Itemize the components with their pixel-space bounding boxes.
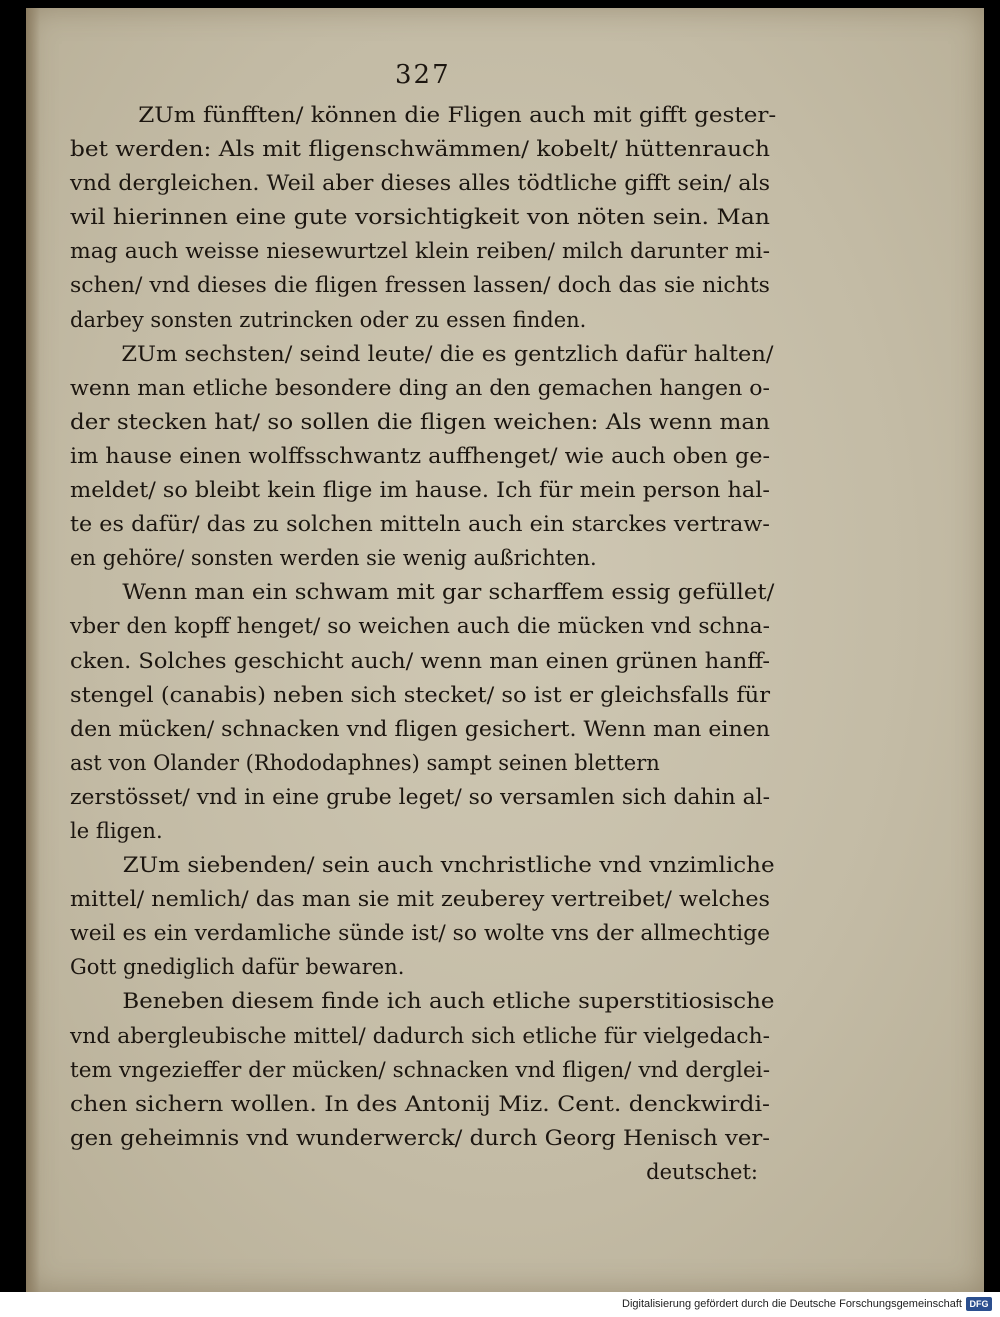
text-line: ast von Olander (Rhododaphnes) sampt seinen blettern <box>70 750 660 775</box>
text-line: mittel/ nemlich/ das man sie mit zeuberey vertreibet/ welches <box>70 887 771 912</box>
text-line: vnd dergleichen. Weil aber dieses alles tödtliche gifft sein/ als <box>70 171 771 196</box>
text-line: ZUm sechsten/ seind leute/ die es gentzlich dafür halten/ <box>121 341 774 366</box>
text-line: mag auch weisse niesewurtzel klein reiben/ milch darunter mi- <box>70 239 771 264</box>
text-line: wil hierinnen eine gute vorsichtigkeit von nöten sein. Man <box>70 205 771 230</box>
text-line: Gott gnediglich dafür bewaren. <box>70 955 405 980</box>
text-line: im hause einen wolffsschwantz auffhenget/ wie auch oben ge- <box>70 443 771 468</box>
text-line: Beneben diesem finde ich auch etliche superstitiosische <box>122 989 775 1014</box>
text-line: ZUm fünfften/ können die Fligen auch mit gifft gester- <box>138 103 777 127</box>
text-line: bet werden: Als mit fligenschwämmen/ kobelt/ hüttenrauch <box>70 137 771 162</box>
text-line: chen sichern wollen. In des Antonij Miz. Cent. denckwirdi- <box>70 1091 770 1116</box>
text-line: zerstösset/ vnd in eine grube leget/ so versamlen sich dahin al- <box>70 784 771 809</box>
text-line: vber den kopff henget/ so weichen auch die mücken vnd schna- <box>70 614 770 639</box>
page-number: 327 <box>395 60 451 90</box>
text-line: Wenn man ein schwam mit gar scharffem essig gefüllet/ <box>122 580 775 605</box>
text-line: darbey sonsten zutrincken oder zu essen finden. <box>70 307 587 332</box>
text-line: schen/ vnd dieses die fligen fressen lassen/ doch das sie nichts <box>70 273 770 298</box>
page-text <box>70 98 777 1189</box>
text-line: ZUm siebenden/ sein auch vnchristliche vnd vnzimliche <box>122 853 775 878</box>
text-line: cken. Solches geschicht auch/ wenn man einen grünen hanff- <box>70 648 771 673</box>
text-line: en gehöre/ sonsten werden sie wenig außrichten. <box>70 546 597 571</box>
funding-notice: Digitalisierung gefördert durch die Deutsche Forschungsgemeinschaft <box>622 1298 962 1310</box>
text-line: stengel (canabis) neben sich stecket/ so ist er gleichsfalls für <box>70 682 771 707</box>
text-line: weil es ein verdamliche sünde ist/ so wolte vns der allmechtige <box>70 921 771 946</box>
text-line: vnd abergleubische mittel/ dadurch sich etliche für vielgedach- <box>70 1023 770 1048</box>
text-line: meldet/ so bleibt kein flige im hause. Ich für mein person hal- <box>70 478 770 503</box>
text-line: tem vngezieffer der mücken/ schnacken vnd fligen/ vnd derglei- <box>70 1057 770 1082</box>
text-line: te es dafür/ das zu solchen mitteln auch ein starckes vertraw- <box>70 512 770 537</box>
text-line: wenn man etliche besondere ding an den gemachen hangen o- <box>70 375 770 400</box>
text-line: der stecken hat/ so sollen die fligen weichen: Als wenn man <box>70 409 770 434</box>
text-line: gen geheimnis vnd wunderwerck/ durch Georg Henisch ver- <box>70 1125 771 1150</box>
page-binding-shadow <box>26 8 40 1292</box>
text-line: le fligen. <box>70 818 163 843</box>
text-line: den mücken/ schnacken vnd fligen gesichert. Wenn man einen <box>70 716 771 741</box>
footer-bar <box>0 1292 1000 1317</box>
catchword: deutschet: <box>646 1159 758 1184</box>
dfg-logo: DFG <box>966 1297 992 1311</box>
